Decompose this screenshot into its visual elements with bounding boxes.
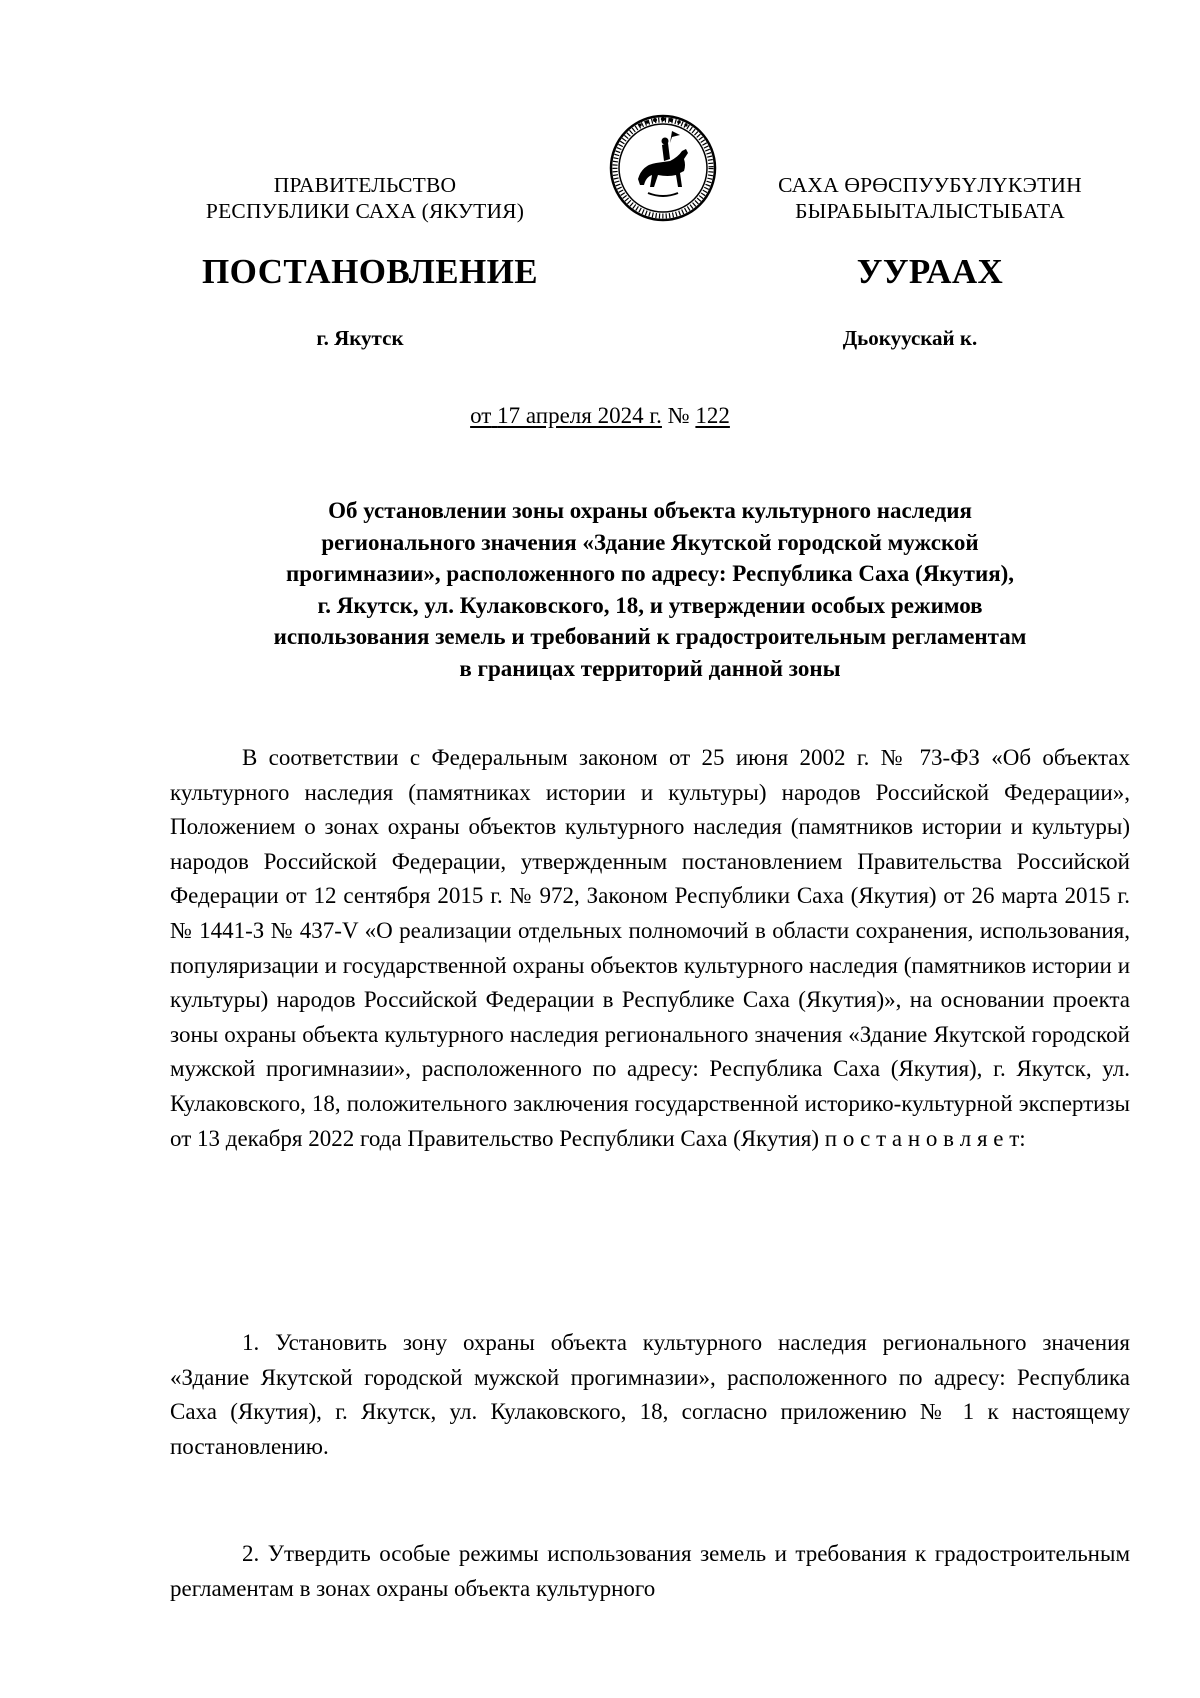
- title-line: использования земель и требований к градостроительным регламентам: [273, 624, 1027, 649]
- document-date: 17 апреля 2024 г.: [497, 403, 662, 428]
- issuer-line: ПРАВИТЕЛЬСТВО: [273, 173, 457, 197]
- preamble-paragraph: [170, 741, 1130, 1156]
- title-line: регионального значения «Здание Якутской городской мужской: [321, 529, 979, 555]
- document-type-russian: ПОСТАНОВЛЕНИЕ: [202, 252, 538, 291]
- coat-of-arms-of-sakha-icon: [608, 113, 718, 223]
- document-title: [170, 495, 1130, 684]
- item-2-paragraph: [170, 1537, 1130, 1606]
- title-line: г. Якутск, ул. Кулаковского, 18, и утверждении особых режимов: [317, 592, 983, 618]
- city-sakha: Дьокуускай к.: [842, 326, 978, 350]
- decree-word: п о с т а н о в л я е т:: [824, 1125, 1026, 1151]
- title-line: Об установлении зоны охраны объекта культурного наследия: [328, 498, 972, 523]
- issuer-line: САХА ӨРӨСПУУБҮЛҮКЭТИН: [778, 173, 1082, 197]
- issuer-line: РЕСПУБЛИКИ САХА (ЯКУТИЯ): [205, 199, 525, 223]
- issuer-name-sakha: [740, 172, 1120, 224]
- document-date-line: [300, 403, 900, 429]
- issuer-line: БЫРАБЫЫТАЛЫСТЫБАТА: [795, 199, 1065, 223]
- title-line: прогимназии», расположенного по адресу: Республика Саха (Якутия),: [285, 561, 1015, 586]
- item-1-paragraph: [170, 1326, 1130, 1464]
- preamble-text: В соответствии с Федеральным законом от 25 июня 2002 г. № 73-ФЗ «Об объектах культурного наследия (памятниках истории и культуры) народов Российской Федерации», Положением о зонах охраны объектов культурного наследия (памятников истории и культуры) народов Российской Федерации, утвержденным постановлением Правительства Российской Федерации от 12 сентября 2015 г. № 972, Законом Республики Саха (Якутия) от 26 марта 2015 г. № 1441-З № 437-V «О реализации отдельных полномочий в области сохранения, использования, популяризации и государственной охраны объектов культурного наследия (памятников истории и культуры) народов Российской Федерации в Республике Саха (Якутия)», на основании проекта зоны охраны объекта культурного наследия регионального значения «Здание Якутской городской мужской прогимназии», расположенного по адресу: Республика Саха (Якутия), г. Якутск, ул. Кулаковского, 18, положительного заключения государственной историко-культурной экспертизы от 13 декабря 2022 года Правительство Республики Саха (Якутия): [170, 745, 1130, 1151]
- item-2-text: 2. Утвердить особые режимы использования земель и требования к градостроительным регламентам в зонах охраны объекта культурного: [170, 1541, 1130, 1601]
- document-type-sakha: УУРААХ: [856, 252, 1004, 291]
- document-number: 122: [695, 403, 730, 428]
- number-sign: №: [667, 403, 690, 428]
- issuer-name-russian: [175, 172, 555, 224]
- city-russian: г. Якутск: [316, 326, 404, 350]
- item-1-text: 1. Установить зону охраны объекта культурного наследия регионального значения «Здание Якутской городской мужской прогимназии», расположенного по адресу: Республика Саха (Якутия), г. Якутск, ул. Кулаковского, 18, согласно приложению № 1 к настоящему постановлению.: [170, 1330, 1130, 1459]
- title-line: в границах территорий данной зоны: [459, 655, 841, 681]
- date-prefix: от: [470, 403, 492, 428]
